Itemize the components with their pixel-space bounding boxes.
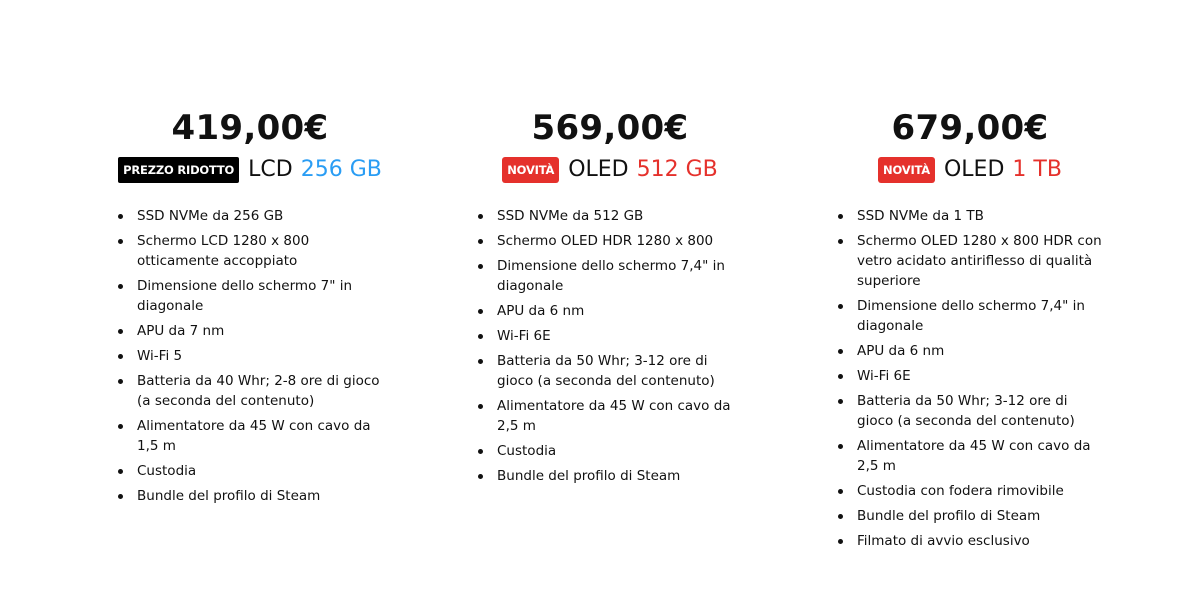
- feature-item: Schermo LCD 1280 x 800 otticamente accoppiato: [118, 231, 388, 271]
- feature-item: Wi-Fi 6E: [478, 326, 748, 346]
- feature-item: Schermo OLED 1280 x 800 HDR con vetro acidato antiriflesso di qualità superiore: [838, 231, 1108, 291]
- price-reduced-badge: PREZZO RIDOTTO: [118, 157, 239, 183]
- feature-item: Batteria da 40 Whr; 2-8 ore di gioco (a seconda del contenuto): [118, 371, 388, 411]
- feature-item: Wi-Fi 6E: [838, 366, 1108, 386]
- variant-storage: 512 GB: [636, 157, 718, 182]
- feature-item: Bundle del profilo di Steam: [478, 466, 748, 486]
- feature-item: Batteria da 50 Whr; 3-12 ore di gioco (a seconda del contenuto): [478, 351, 748, 391]
- feature-item: Alimentatore da 45 W con cavo da 2,5 m: [838, 436, 1108, 476]
- feature-list: [70, 206, 388, 506]
- variant-storage: 256 GB: [300, 157, 382, 182]
- feature-item: SSD NVMe da 256 GB: [118, 206, 388, 226]
- feature-item: Bundle del profilo di Steam: [838, 506, 1108, 526]
- feature-item: Alimentatore da 45 W con cavo da 2,5 m: [478, 396, 748, 436]
- feature-list: [790, 206, 1108, 551]
- feature-list: [430, 206, 748, 486]
- feature-item: Custodia: [478, 441, 748, 461]
- feature-item: Dimensione dello schermo 7,4" in diagonale: [478, 256, 748, 296]
- product-price: 569,00€: [531, 108, 689, 148]
- new-badge: NOVITÀ: [878, 157, 935, 183]
- product-price: 419,00€: [171, 108, 329, 148]
- variant-display-type: LCD: [248, 157, 293, 182]
- feature-item: APU da 7 nm: [118, 321, 388, 341]
- feature-item: Wi-Fi 5: [118, 346, 388, 366]
- feature-item: Filmato di avvio esclusivo: [838, 531, 1108, 551]
- feature-item: Custodia con fodera rimovibile: [838, 481, 1108, 501]
- product-card-lcd-256gb: [70, 108, 430, 511]
- variant-display-type: OLED: [943, 157, 1005, 182]
- feature-item: Bundle del profilo di Steam: [118, 486, 388, 506]
- feature-item: Schermo OLED HDR 1280 x 800: [478, 231, 748, 251]
- feature-item: SSD NVMe da 512 GB: [478, 206, 748, 226]
- feature-item: Alimentatore da 45 W con cavo da 1,5 m: [118, 416, 388, 456]
- feature-item: SSD NVMe da 1 TB: [838, 206, 1108, 226]
- feature-item: APU da 6 nm: [838, 341, 1108, 361]
- product-variant: [70, 155, 430, 185]
- product-variant: [430, 155, 790, 185]
- variant-display-type: OLED: [568, 157, 629, 182]
- product-card-oled-1tb: [790, 108, 1150, 556]
- product-price: 679,00€: [891, 108, 1049, 148]
- variant-storage: 1 TB: [1012, 157, 1062, 182]
- feature-item: Dimensione dello schermo 7" in diagonale: [118, 276, 388, 316]
- product-variant: [790, 155, 1150, 185]
- feature-item: Custodia: [118, 461, 388, 481]
- feature-item: APU da 6 nm: [478, 301, 748, 321]
- product-card-oled-512gb: [430, 108, 790, 491]
- feature-item: Batteria da 50 Whr; 3-12 ore di gioco (a seconda del contenuto): [838, 391, 1108, 431]
- feature-item: Dimensione dello schermo 7,4" in diagonale: [838, 296, 1108, 336]
- new-badge: NOVITÀ: [502, 157, 559, 183]
